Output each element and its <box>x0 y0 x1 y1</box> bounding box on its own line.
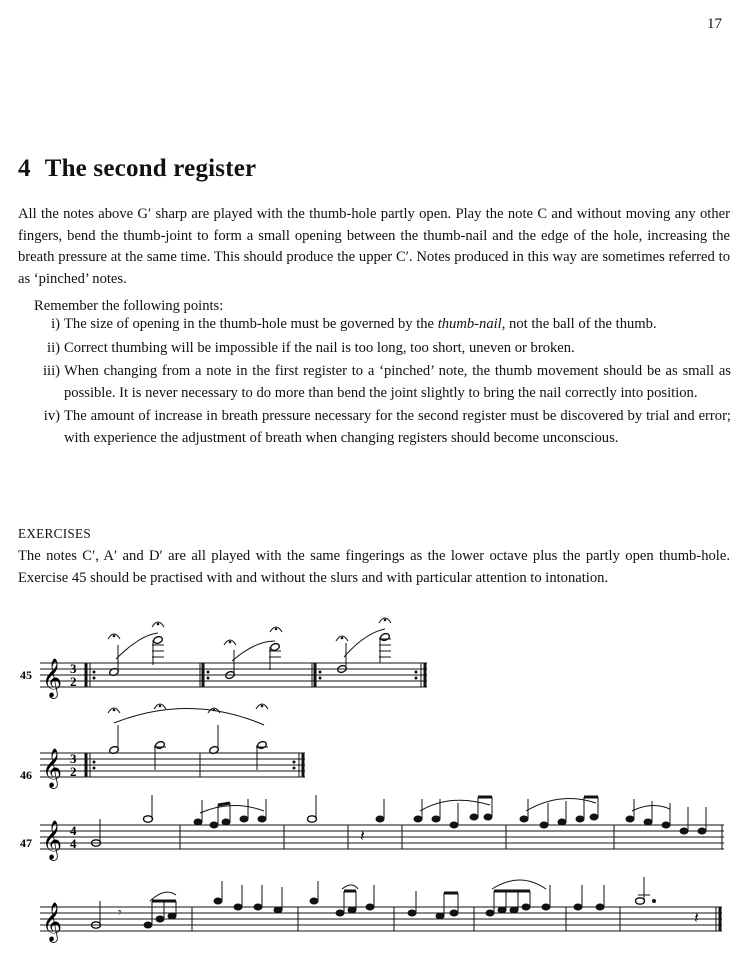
list-item-text: Correct thumbing will be impossible if the nail is too long, too short, uneven or broken. <box>64 339 575 356</box>
staff-46 <box>20 704 305 789</box>
half-note <box>257 740 268 749</box>
half-note <box>380 632 391 641</box>
intro-paragraph: All the notes above G′ sharp are played with the thumb-hole partly open. Play the note C and without moving any other fingers, bend the thumb-joint to form a small opening between the thumb-nail and the edge of the hole, increasing the breath pressure at the same time. This should produce the upper C′. Notes produced in this way are sometimes referred to as ‘pinched’ notes. <box>18 206 730 287</box>
emphasis: thumb-nail <box>437 316 502 332</box>
list-item <box>34 314 731 336</box>
treble-clef-icon: 𝄞 <box>42 904 63 941</box>
svg-text:𝄽: 𝄽 <box>694 910 699 927</box>
exercise-number: 47 <box>20 836 32 850</box>
music-score <box>0 605 750 950</box>
time-signature-top: 4 <box>70 823 77 838</box>
half-note <box>155 740 166 749</box>
page-number: 17 <box>707 16 722 32</box>
list-marker: i) <box>51 316 60 332</box>
time-signature-bottom: 2 <box>70 764 77 779</box>
treble-clef-icon: 𝄞 <box>42 822 63 859</box>
chapter-title-text: The second register <box>44 155 257 182</box>
list-item <box>34 406 731 449</box>
staff-continuation <box>40 877 722 943</box>
staff-45 <box>20 618 427 699</box>
time-signature-top: 3 <box>70 661 77 676</box>
chapter-title <box>18 155 256 183</box>
half-note <box>270 642 281 651</box>
list-item-text <box>64 314 731 336</box>
treble-clef-icon: 𝄞 <box>42 660 63 697</box>
list-marker: iii) <box>42 363 60 379</box>
time-signature-bottom: 4 <box>70 836 77 851</box>
chapter-number: 4 <box>18 155 31 182</box>
half-note <box>153 635 164 644</box>
list-item-text-a: The size of opening in the thumb-hole must be governed by the <box>64 316 438 332</box>
list-item <box>34 338 731 360</box>
exercise-number: 45 <box>20 668 32 682</box>
list-item-text-b: , not the ball of the thumb. <box>501 316 657 332</box>
svg-text:𝄽: 𝄽 <box>360 828 365 845</box>
list-marker: iv) <box>43 408 60 424</box>
time-signature-bottom: 2 <box>70 674 77 689</box>
list-marker: ii) <box>47 339 60 356</box>
time-signature-top: 3 <box>70 751 77 766</box>
svg-text:𝄾: 𝄾 <box>118 906 122 921</box>
list-item-text: When changing from a note in the first register to a ‘pinched’ note, the thumb movement should be as small as possible. It is never necessary to do more than bend the joint slightly to bring the nail correctly into position. <box>64 363 731 401</box>
treble-clef-icon: 𝄞 <box>42 750 63 787</box>
points-list <box>34 314 731 451</box>
exercises-paragraph: The notes C′, A′ and D′ are all played with the same fingerings as the lower octave plus the partly open thumb-hole. Exercise 45 should be practised with and without the slurs and with particular attention to intonation. <box>18 548 730 586</box>
list-item-text: The amount of increase in breath pressure necessary for the second register must be discovered by trial and error; with experience the adjustment of breath when changing registers should become unconscious. <box>64 408 731 446</box>
points-heading: Remember the following points: <box>34 298 224 314</box>
staff-47 <box>20 795 724 861</box>
exercises-heading: EXERCISES <box>18 526 92 541</box>
exercise-number: 46 <box>20 768 32 782</box>
list-item <box>34 361 731 404</box>
